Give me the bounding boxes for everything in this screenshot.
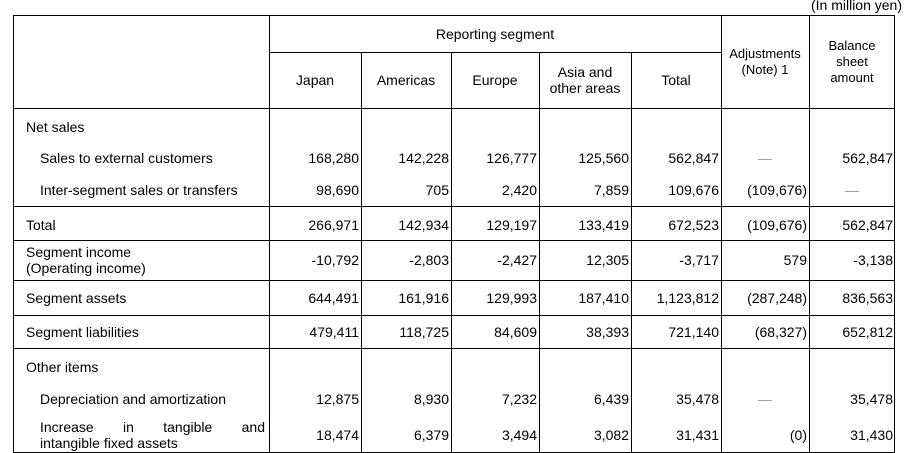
row-segment-assets-value-4-text: 187,410 — [578, 290, 629, 306]
row-depreciation-value-7 — [809, 389, 895, 409]
row-total-value-5-text: 672,523 — [668, 217, 719, 233]
row-inter-segment-label-text: Inter-segment sales or transfers — [40, 182, 238, 198]
row-sales-external-label-text: Sales to external customers — [40, 150, 213, 166]
row-segment-income-value-7 — [809, 242, 895, 278]
header-adjustments-text: Adjustments (Note) 1 — [729, 45, 801, 77]
row-depreciation-value-3 — [451, 389, 539, 409]
row-total-label — [13, 214, 269, 236]
header-col-japan-text: Japan — [295, 72, 335, 88]
row-sales-external-value-3-text: 126,777 — [486, 150, 537, 166]
row-total-value-3 — [451, 214, 539, 236]
row-increase-fixed-assets-value-4-text: 3,082 — [593, 427, 629, 443]
row-sales-external-value-4 — [539, 148, 631, 168]
row-increase-fixed-assets-label — [13, 417, 269, 453]
row-total-value-5 — [631, 214, 721, 236]
row-depreciation-value-2-text: 8,930 — [413, 391, 449, 407]
row-sales-external-value-7-text: 562,847 — [842, 150, 893, 166]
header-col-americas-text: Americas — [376, 72, 436, 88]
row-segment-liabilities-value-5 — [631, 321, 721, 343]
row-segment-income-label-line-2: (Operating income) — [26, 260, 146, 276]
row-segment-liabilities-value-6 — [721, 321, 809, 343]
row-net-sales-label — [13, 117, 269, 137]
row-inter-segment-value-3 — [451, 180, 539, 200]
row-total-value-1-text: 266,971 — [308, 217, 359, 233]
row-inter-segment-label — [13, 180, 269, 200]
row-sales-external-value-5 — [631, 148, 721, 168]
row-segment-income-value-5-text: -3,717 — [679, 252, 719, 268]
row-net-sales-label-text: Net sales — [26, 119, 85, 135]
header-reporting-segment-text: Reporting segment — [435, 25, 555, 42]
row-segment-assets-label-text: Segment assets — [26, 290, 127, 306]
row-segment-liabilities-value-7 — [809, 321, 895, 343]
row-total-value-7 — [809, 214, 895, 236]
header-adjustments — [721, 15, 809, 108]
row-segment-income-value-1-text: -10,792 — [311, 252, 359, 268]
row-segment-liabilities-value-1 — [269, 321, 361, 343]
row-segment-income-value-7-text: -3,138 — [853, 252, 893, 268]
row-segment-assets-value-2 — [361, 287, 451, 309]
row-segment-income-value-4 — [539, 242, 631, 278]
row-segment-assets-value-1 — [269, 287, 361, 309]
row-sales-external-value-7 — [809, 148, 895, 168]
row-inter-segment-value-5-text: 109,676 — [668, 182, 719, 198]
header-col-europe-text: Europe — [472, 72, 518, 88]
row-inter-segment-value-1 — [269, 180, 361, 200]
row-depreciation-value-1-text: 12,875 — [316, 391, 359, 407]
row-inter-segment-value-7 — [809, 180, 895, 200]
row-inter-segment-value-4 — [539, 180, 631, 200]
row-segment-liabilities-label — [13, 321, 269, 343]
row-depreciation-value-3-text: 7,232 — [501, 391, 537, 407]
row-segment-assets-label — [13, 287, 269, 309]
row-depreciation-value-4 — [539, 389, 631, 409]
row-increase-fixed-assets-value-5 — [631, 417, 721, 453]
row-total-value-2-text: 142,934 — [398, 217, 449, 233]
row-sales-external-label — [13, 148, 269, 168]
row-inter-segment-value-2-text: 705 — [425, 182, 449, 198]
header-col-americas — [361, 52, 451, 108]
row-increase-fixed-assets-value-7-text: 31,430 — [850, 427, 893, 443]
row-segment-liabilities-value-6-text: (68,327) — [754, 324, 807, 340]
row-increase-fixed-assets-value-3-text: 3,494 — [501, 427, 537, 443]
row-segment-liabilities-label-text: Segment liabilities — [26, 324, 139, 340]
row-sales-external-value-1-text: 168,280 — [308, 150, 359, 166]
row-depreciation-value-5 — [631, 389, 721, 409]
row-increase-fixed-assets-label-line-1: Increase in tangible and — [40, 419, 265, 435]
row-segment-income-value-4-text: 12,305 — [586, 252, 629, 268]
row-inter-segment-value-1-text: 98,690 — [316, 182, 359, 198]
row-depreciation-label-text: Depreciation and amortization — [40, 391, 226, 407]
row-segment-liabilities-value-4-text: 38,393 — [586, 324, 629, 340]
row-sales-external-value-6 — [721, 148, 809, 168]
row-increase-fixed-assets-value-2 — [361, 417, 451, 453]
unit-note: (In million yen) — [810, 0, 902, 13]
row-other-items-label — [13, 357, 269, 377]
row-depreciation-value-6-text: — — [758, 391, 772, 407]
header-col-asia-and-other-areas — [539, 52, 631, 108]
row-depreciation-value-7-text: 35,478 — [850, 391, 893, 407]
row-depreciation-value-2 — [361, 389, 451, 409]
row-increase-fixed-assets-value-3 — [451, 417, 539, 453]
row-increase-fixed-assets-value-4 — [539, 417, 631, 453]
row-segment-income-value-1 — [269, 242, 361, 278]
row-increase-fixed-assets-value-6 — [721, 417, 809, 453]
row-depreciation-value-4-text: 6,439 — [593, 391, 629, 407]
header-col-total — [631, 52, 721, 108]
header-col-asia-and-other-areas-text: Asia and other areas — [549, 64, 621, 96]
row-increase-fixed-assets-label-line-2: intangible fixed assets — [40, 435, 178, 451]
header-balance-sheet-amount-text: Balance sheet amount — [828, 37, 876, 85]
row-segment-assets-value-3-text: 129,993 — [486, 290, 537, 306]
row-total-label-text: Total — [26, 217, 56, 233]
row-total-value-6 — [721, 214, 809, 236]
row-segment-liabilities-value-1-text: 479,411 — [309, 324, 359, 340]
header-balance-sheet-amount — [809, 15, 895, 108]
header-reporting-segment — [269, 15, 721, 52]
row-segment-liabilities-value-2-text: 118,725 — [399, 324, 449, 340]
row-inter-segment-value-6 — [721, 180, 809, 200]
row-segment-income-value-5 — [631, 242, 721, 278]
row-segment-income-value-2-text: -2,803 — [409, 252, 449, 268]
row-segment-assets-value-7-text: 836,563 — [842, 290, 893, 306]
row-increase-fixed-assets-value-1-text: 18,474 — [316, 427, 359, 443]
header-col-japan — [269, 52, 361, 108]
row-segment-income-label-line-1: Segment income — [26, 244, 132, 260]
row-sales-external-value-2-text: 142,228 — [398, 150, 449, 166]
row-increase-fixed-assets-value-6-text: (0) — [789, 427, 807, 443]
row-segment-assets-value-3 — [451, 287, 539, 309]
header-col-total-text: Total — [661, 72, 691, 88]
row-depreciation-value-6 — [721, 389, 809, 409]
row-segment-assets-value-6-text: (287,248) — [747, 290, 807, 306]
row-inter-segment-value-5 — [631, 180, 721, 200]
row-segment-assets-value-6 — [721, 287, 809, 309]
row-segment-liabilities-value-4 — [539, 321, 631, 343]
row-segment-assets-value-2-text: 161,916 — [398, 290, 449, 306]
row-segment-liabilities-value-5-text: 721,140 — [668, 324, 719, 340]
row-sales-external-value-2 — [361, 148, 451, 168]
row-total-value-7-text: 562,847 — [842, 217, 893, 233]
row-sales-external-value-5-text: 562,847 — [668, 150, 719, 166]
row-segment-income-label — [13, 242, 269, 278]
row-sales-external-value-1 — [269, 148, 361, 168]
row-increase-fixed-assets-value-1 — [269, 417, 361, 453]
row-segment-income-value-3 — [451, 242, 539, 278]
row-segment-income-value-2 — [361, 242, 451, 278]
row-sales-external-value-4-text: 125,560 — [578, 150, 629, 166]
row-depreciation-label — [13, 389, 269, 409]
row-total-value-4-text: 133,419 — [578, 217, 629, 233]
row-segment-assets-value-7 — [809, 287, 895, 309]
row-segment-liabilities-value-7-text: 652,812 — [842, 324, 893, 340]
row-sales-external-value-6-text: — — [758, 150, 772, 166]
row-inter-segment-value-6-text: (109,676) — [747, 182, 807, 198]
row-total-value-6-text: (109,676) — [747, 217, 807, 233]
row-depreciation-value-1 — [269, 389, 361, 409]
row-other-items-label-text: Other items — [26, 359, 99, 375]
row-segment-assets-value-1-text: 644,491 — [308, 290, 359, 306]
row-segment-liabilities-value-3 — [451, 321, 539, 343]
row-increase-fixed-assets-value-2-text: 6,379 — [413, 427, 449, 443]
row-total-value-4 — [539, 214, 631, 236]
row-total-value-3-text: 129,197 — [486, 217, 537, 233]
row-segment-income-value-6 — [721, 242, 809, 278]
row-inter-segment-value-4-text: 7,859 — [593, 182, 629, 198]
row-total-value-2 — [361, 214, 451, 236]
row-sales-external-value-3 — [451, 148, 539, 168]
row-inter-segment-value-7-text: — — [845, 182, 859, 198]
row-depreciation-value-5-text: 35,478 — [676, 391, 719, 407]
row-increase-fixed-assets-value-7 — [809, 417, 895, 453]
row-segment-assets-value-5-text: 1,123,812 — [656, 290, 719, 306]
row-segment-income-value-3-text: -2,427 — [497, 252, 537, 268]
row-segment-assets-value-4 — [539, 287, 631, 309]
row-inter-segment-value-2 — [361, 180, 451, 200]
row-inter-segment-value-3-text: 2,420 — [501, 182, 537, 198]
row-segment-liabilities-value-3-text: 84,609 — [494, 324, 537, 340]
row-segment-income-value-6-text: 579 — [783, 252, 807, 268]
row-segment-liabilities-value-2 — [361, 321, 451, 343]
header-col-europe — [451, 52, 539, 108]
row-increase-fixed-assets-value-5-text: 31,431 — [676, 427, 719, 443]
row-segment-assets-value-5 — [631, 287, 721, 309]
row-total-value-1 — [269, 214, 361, 236]
